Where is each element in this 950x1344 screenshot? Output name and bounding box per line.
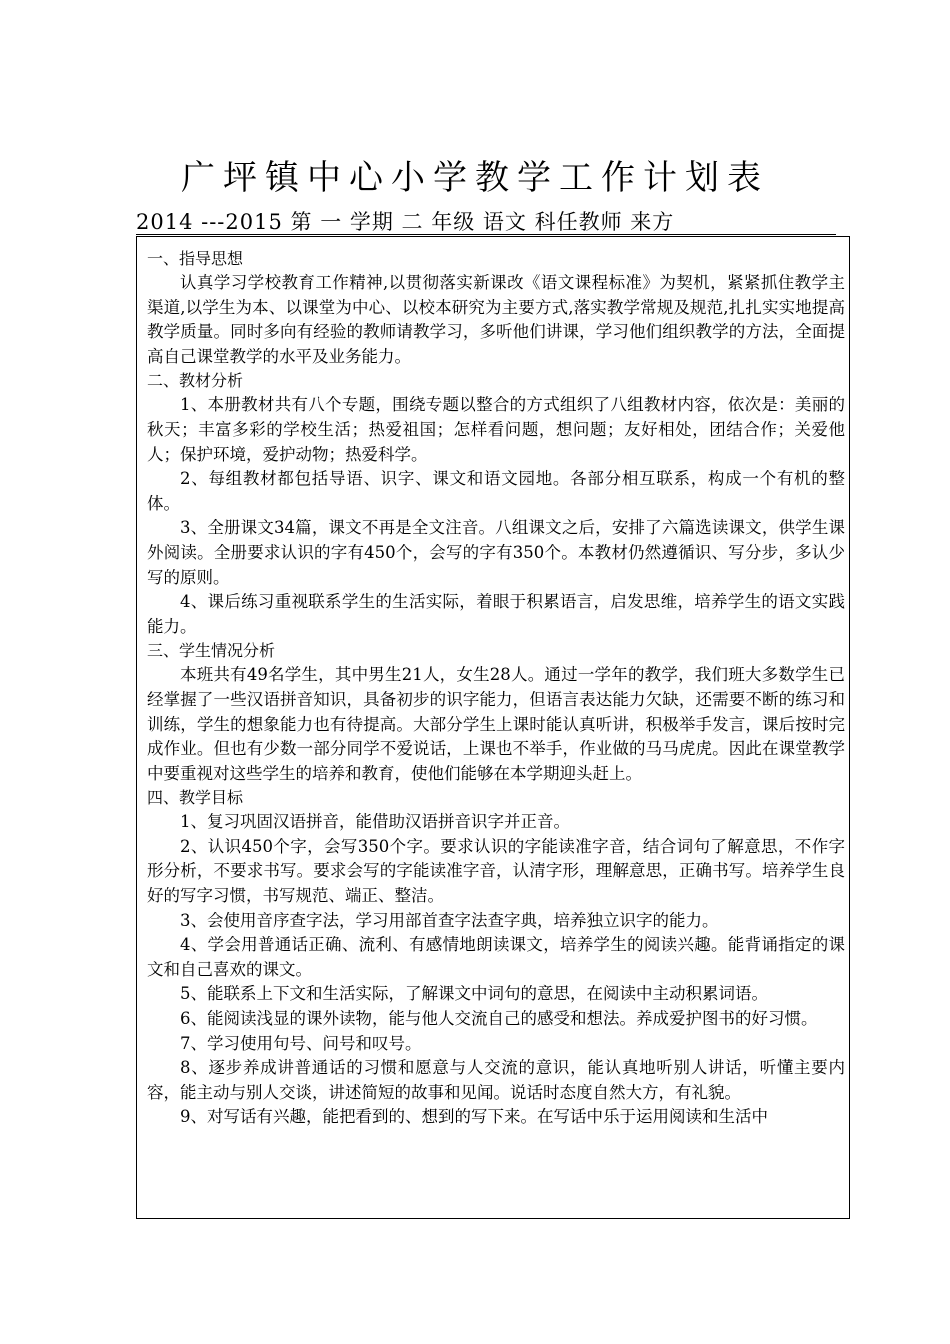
paragraph: 3、会使用音序查字法，学习用部首查字法查字典，培养独立识字的能力。 [180, 910, 719, 930]
paragraph: 2、每组教材都包括导语、识字、课文和语文园地。各部分相互联系，构成一个有机的整体。 [147, 469, 845, 513]
paragraph: 6、能阅读浅显的课外读物，能与他人交流自己的感受和想法。养成爱护图书的好习惯。 [180, 1009, 818, 1029]
section-heading-textbook-analysis: 二、教材分析 [147, 371, 244, 391]
subtitle-underline [136, 234, 836, 235]
document-title: 广坪镇中心小学教学工作计划表 [181, 158, 769, 198]
section-heading-guiding-ideology: 一、指导思想 [147, 249, 244, 268]
paragraph: 1、本册教材共有八个专题，围绕专题以整合的方式组织了八组教材内容，依次是：美丽的秋天；丰富多彩的学校生活；热爱祖国；怎样看问题，想问题；友好相处，团结合作；关爱他人；保护环境，爱护动物；热爱科学。 [147, 395, 845, 464]
paragraph: 7、学习使用句号、问号和叹号。 [180, 1033, 422, 1053]
paragraph: 5、能联系上下文和生活实际，了解课文中词句的意思，在阅读中主动积累词语。 [180, 984, 768, 1004]
paragraph: 4、课后练习重视联系学生的生活实际，着眼于积累语言，启发思维，培养学生的语文实践能力。 [147, 592, 845, 636]
section-heading-teaching-goals: 四、教学目标 [147, 788, 244, 808]
document-subtitle: 2014 ---2015 第 一 学期 二 年级 语文 科任教师 来方 [136, 210, 675, 234]
paragraph: 2、认识450个字，会写350个字。要求认识的字能读准字音，结合词句了解意思，不作字形分析，不要求书写。要求会写的字能读准字音，认清字形，理解意思，正确书写。培养学生良好的写字习惯，书写规范、端正、整洁。 [147, 836, 845, 906]
paragraph: 4、学会用普通话正确、流利、有感情地朗读课文，培养学生的阅读兴趣。能背诵指定的课文和自己喜欢的课文。 [147, 935, 845, 979]
paragraph: 9、对写话有兴趣，能把看到的、想到的写下来。在写话中乐于运用阅读和生活中 [180, 1107, 768, 1127]
paragraph: 3、全册课文34篇，课文不再是全文注音。八组课文之后，安排了六篇选读课文，供学生课外阅读。全册要求认识的字有450个，会写的字有350个。本教材仍然遵循识、写分步，多认少写的原则。 [147, 518, 845, 587]
paragraph: 认真学习学校教育工作精神,以贯彻落实新课改《语文课程标准》为契机，紧紧抓住教学主渠道,以学生为本、以课堂为中心、以校本研究为主要方式,落实教学常规及规范,扎扎实实地提高教学质量。同时多向有经验的教师请教学习，多听他们讲课，学习他们组织教学的方法，全面提高自己课堂教学的水平及业务能力。 [147, 273, 845, 366]
paragraph: 8、逐步养成讲普通话的习惯和愿意与人交流的意识，能认真地听别人讲话，听懂主要内容，能主动与别人交谈，讲述简短的故事和见闻。说话时态度自然大方，有礼貌。 [147, 1058, 845, 1102]
paragraph: 1、复习巩固汉语拼音，能借助汉语拼音识字并正音。 [180, 812, 570, 832]
plan-table-cell [136, 236, 850, 1219]
section-heading-student-analysis: 三、学生情况分析 [147, 641, 276, 661]
paragraph: 本班共有49名学生，其中男生21人，女生28人。通过一学年的教学，我们班大多数学生已经掌握了一些汉语拼音知识，具备初步的识字能力，但语言表达能力欠缺，还需要不断的练习和训练，学生的想象能力也有待提高。大部分学生上课时能认真听讲，积极举手发言，课后按时完成作业。但也有少数一部分同学不爱说话，上课也不举手，作业做的马马虎虎。因此在课堂教学中要重视对这些学生的培养和教育，使他们能够在本学期迎头赶上。 [147, 665, 845, 783]
